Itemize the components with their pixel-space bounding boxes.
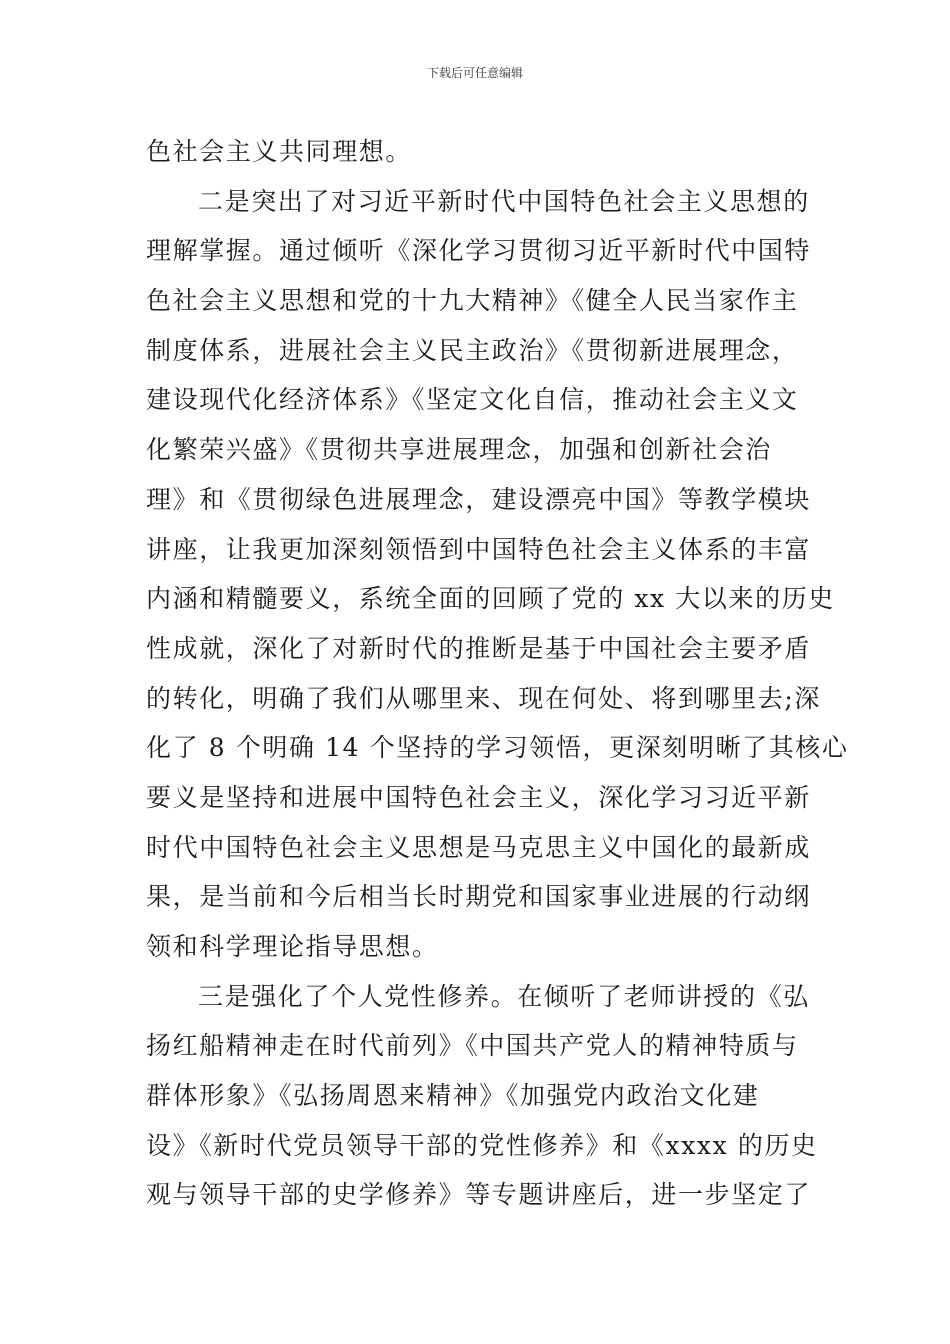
text-line: 观与领导干部的史学修养》等专题讲座后，进一步坚定了 xyxy=(146,1180,812,1210)
text-line: 内涵和精髓要义，系统全面的回顾了党的 xx 大以来的历史 xyxy=(146,584,835,614)
text-line: 理》和《贯彻绿色进展理念，建设漂亮中国》等教学模块 xyxy=(146,484,812,514)
text-line: 性成就，深化了对新时代的推断是基于中国社会主要矛盾 xyxy=(146,633,812,663)
paragraph-start-line: 二是突出了对习近平新时代中国特色社会主义思想的 xyxy=(198,186,810,216)
text-line: 建设现代化经济体系》《坚定文化自信，推动社会主义文 xyxy=(146,385,799,415)
text-line: 的转化，明确了我们从哪里来、现在何处、将到哪里去;深 xyxy=(146,683,822,713)
text-line: 色社会主义思想和党的十九大精神》《健全人民当家作主 xyxy=(146,286,799,316)
text-line: 领和科学理论指导思想。 xyxy=(146,932,439,961)
text-line: 理解掌握。通过倾听《深化学习贯彻习近平新时代中国特 xyxy=(146,236,812,266)
text-line: 色社会主义共同理想。 xyxy=(146,137,413,166)
text-line: 要义是坚持和进展中国特色社会主义，深化学习习近平新 xyxy=(146,782,812,812)
text-line: 制度体系，进展社会主义民主政治》《贯彻新进展理念， xyxy=(146,335,799,365)
text-line: 群体形象》《弘扬周恩来精神》《加强党内政治文化建 xyxy=(146,1081,760,1111)
text-line: 时代中国特色社会主义思想是马克思主义中国化的最新成 xyxy=(146,832,812,862)
text-line: 化了 8 个明确 14 个坚持的学习领悟，更深刻明晰了其核心 xyxy=(146,733,849,763)
text-line: 果，是当前和今后相当长时期党和国家事业进展的行动纲 xyxy=(146,882,812,912)
text-line: 讲座，让我更加深刻领悟到中国特色社会主义体系的丰富 xyxy=(146,534,812,564)
text-line: 设》《新时代党员领导干部的党性修养》和《xxxx 的历史 xyxy=(146,1130,818,1160)
text-line: 化繁荣兴盛》《贯彻共享进展理念，加强和创新社会治 xyxy=(146,435,772,465)
document-body xyxy=(146,127,849,1220)
page-header-note: 下载后可任意编辑 xyxy=(426,66,523,80)
paragraph-start-line: 三是强化了个人党性修养。在倾听了老师讲授的《弘 xyxy=(198,981,810,1011)
text-line: 扬红船精神走在时代前列》《中国共产党人的精神特质与 xyxy=(146,1031,799,1061)
